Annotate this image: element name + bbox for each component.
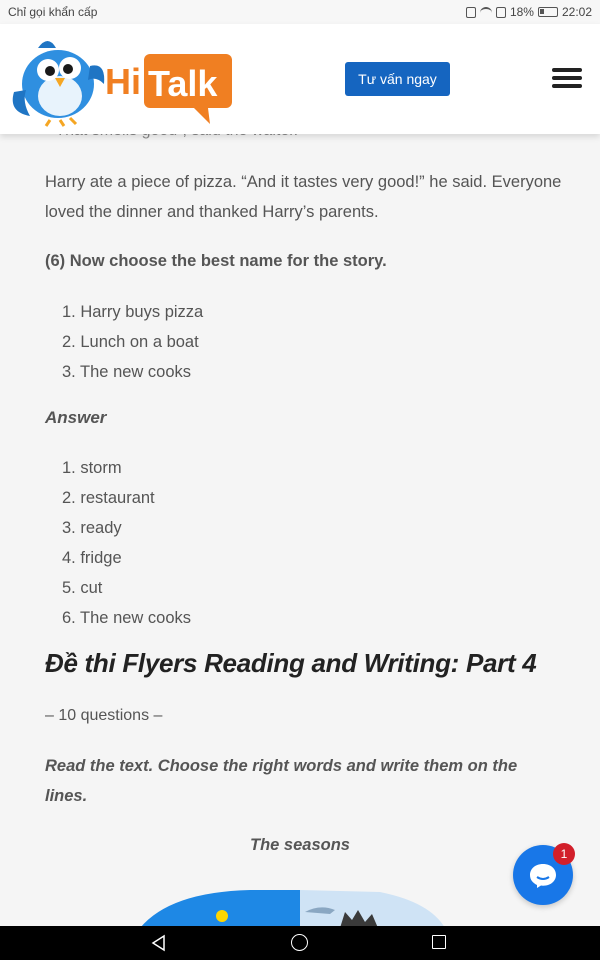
list-item: 3. ready xyxy=(62,519,122,537)
answers-list xyxy=(62,453,191,633)
brand-hi: Hi xyxy=(105,61,141,102)
back-icon[interactable] xyxy=(150,934,168,952)
question-count: – 10 questions – xyxy=(45,707,163,724)
list-item: 5. cut xyxy=(62,579,103,597)
question-6: (6) Now choose the best name for the story. xyxy=(45,252,387,270)
wifi-icon xyxy=(480,7,492,17)
battery-icon xyxy=(538,7,558,17)
site-header xyxy=(0,24,600,134)
vibrate-icon xyxy=(466,7,476,18)
story-title: The seasons xyxy=(250,836,350,854)
story-paragraph: Harry ate a piece of pizza. “And it tastes very good!” he said. Everyone loved the dinner and thanked Harry’s parents. xyxy=(45,173,562,221)
notification-badge: 1 xyxy=(553,843,575,865)
sim-icon xyxy=(496,7,506,18)
home-icon[interactable] xyxy=(291,934,308,951)
system-nav-bar xyxy=(0,926,600,960)
bird-mascot-icon xyxy=(13,41,105,126)
recent-apps-icon[interactable] xyxy=(432,935,446,949)
list-item: 1. Harry buys pizza xyxy=(62,303,204,321)
hamburger-icon[interactable] xyxy=(552,68,582,92)
consult-now-button[interactable]: Tư vấn ngay xyxy=(345,62,450,96)
list-item: 4. fridge xyxy=(62,549,122,567)
chat-bubble-icon xyxy=(528,861,558,889)
list-item: 2. Lunch on a boat xyxy=(62,333,199,351)
list-item: 2. restaurant xyxy=(62,489,155,507)
hitalk-logo[interactable] xyxy=(8,32,238,128)
section-heading: Đề thi Flyers Reading and Writing: Part 4 xyxy=(45,648,537,678)
list-item: 1. storm xyxy=(62,459,122,477)
list-item: 3. The new cooks xyxy=(62,363,192,381)
list-item: 6. The new cooks xyxy=(62,609,192,627)
status-icons xyxy=(466,5,592,19)
battery-percent: 18% xyxy=(509,5,534,19)
clock: 22:02 xyxy=(561,5,592,19)
seasons-illustration xyxy=(130,882,450,928)
status-carrier-text: Chỉ gọi khẩn cấp xyxy=(8,5,98,19)
answer-heading: Answer xyxy=(45,408,107,427)
story-name-options xyxy=(62,297,203,387)
instruction-text: Read the text. Choose the right words and write them on the lines. xyxy=(45,757,518,805)
status-bar xyxy=(0,0,600,24)
brand-talk: Talk xyxy=(148,63,218,104)
